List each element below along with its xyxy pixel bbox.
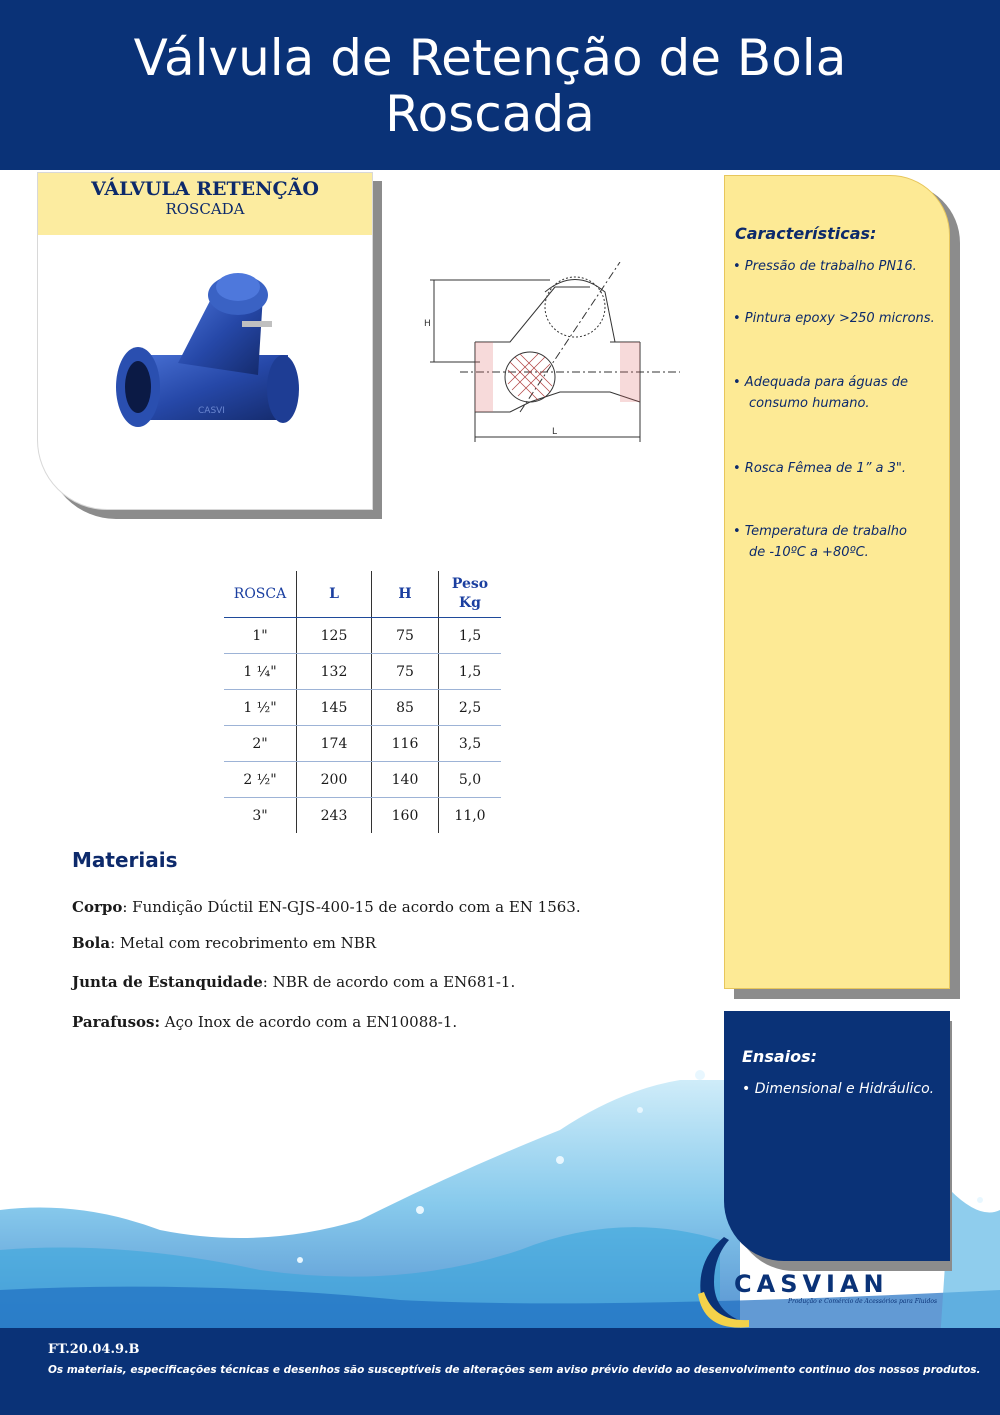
characteristic-thread: • Rosca Fêmea de 1” a 3".	[733, 461, 907, 476]
valve-photo	[38, 235, 372, 505]
cell-l: 243	[297, 798, 372, 834]
col-header-rosca: ROSCA	[224, 571, 297, 618]
cell-peso: 1,5	[439, 654, 502, 690]
cell-h: 140	[372, 762, 439, 798]
material-gasket	[72, 973, 515, 991]
technical-drawing	[420, 262, 690, 452]
product-box	[37, 172, 373, 510]
characteristic-temperature-cont: de -10ºC a +80ºC.	[749, 545, 869, 560]
logo-name: CASVIAN	[734, 1270, 889, 1298]
col-header-peso-line2: Kg	[459, 595, 481, 611]
materials-title: Materiais	[72, 848, 178, 872]
characteristics-panel	[724, 175, 950, 989]
cell-h: 75	[372, 654, 439, 690]
cell-peso: 3,5	[439, 726, 502, 762]
col-header-l: L	[297, 571, 372, 618]
footer-bar	[0, 1328, 1000, 1415]
product-title: VÁLVULA RETENÇÃO	[91, 178, 319, 200]
material-body	[72, 898, 581, 916]
cell-h: 85	[372, 690, 439, 726]
material-screws-label: Parafusos:	[72, 1013, 161, 1031]
cell-l: 145	[297, 690, 372, 726]
material-body-label: Corpo	[72, 898, 123, 916]
characteristic-water: • Adequada para águas de	[733, 375, 908, 390]
tests-item: • Dimensional e Hidráulico.	[742, 1081, 935, 1097]
material-screws	[72, 1013, 457, 1031]
cell-l: 200	[297, 762, 372, 798]
col-header-peso-line1: Peso	[451, 576, 489, 592]
cell-h: 160	[372, 798, 439, 834]
table-row	[224, 726, 501, 762]
page-title	[0, 30, 980, 142]
tests-panel	[724, 1011, 950, 1261]
header-banner	[0, 0, 1000, 170]
material-ball	[72, 934, 376, 952]
dim-h-label: H	[424, 319, 431, 329]
footer-disclaimer: Os materiais, especificações técnicas e desenhos são susceptíveis de alterações sem aviso prévio devido ao desenvolvimento continuo dos nossos produtos.	[48, 1364, 981, 1376]
cell-rosca: 1"	[224, 618, 297, 654]
cell-l: 125	[297, 618, 372, 654]
cell-rosca: 2 ½"	[224, 762, 297, 798]
characteristic-paint: • Pintura epoxy >250 microns.	[733, 311, 935, 326]
cell-peso: 1,5	[439, 618, 502, 654]
tests-title: Ensaios:	[742, 1047, 818, 1066]
cell-peso: 11,0	[454, 807, 486, 824]
material-gasket-label: Junta de Estanquidade	[72, 973, 263, 991]
table-row	[224, 762, 501, 798]
cell-rosca: 1 ¼"	[224, 654, 297, 690]
product-subtitle: ROSCADA	[165, 200, 245, 218]
material-ball-text: : Metal com recobrimento em NBR	[110, 934, 377, 952]
dim-l-label: L	[552, 427, 558, 437]
cell-rosca: 3"	[224, 798, 297, 834]
col-header-h: H	[372, 571, 439, 618]
cell-rosca: 2"	[224, 726, 297, 762]
cell-l: 174	[297, 726, 372, 762]
dimensions-table	[224, 571, 501, 833]
material-gasket-text: : NBR de acordo com a EN681-1.	[262, 973, 516, 991]
logo-tagline: Produção e Comércio de Acessórios para Fluidos	[788, 1298, 938, 1305]
cell-l: 132	[297, 654, 372, 690]
characteristic-temperature: • Temperatura de trabalho	[733, 524, 907, 539]
document-code: FT.20.04.9.B	[48, 1342, 140, 1357]
table-row	[224, 618, 501, 654]
material-screws-text: Aço Inox de acordo com a EN10088-1.	[160, 1013, 458, 1031]
material-ball-label: Bola	[72, 934, 111, 952]
page-title-line-1: Válvula de Retenção de Bola	[133, 29, 847, 87]
table-row	[224, 690, 501, 726]
cell-peso: 5,0	[439, 762, 502, 798]
characteristic-pressure: • Pressão de trabalho PN16.	[733, 259, 917, 274]
cell-peso: 2,5	[439, 690, 502, 726]
cell-rosca: 1 ½"	[224, 690, 297, 726]
cell-h: 75	[372, 618, 439, 654]
table-row	[224, 654, 501, 690]
casvian-logo	[684, 1232, 938, 1332]
svg-text:CASVI: CASVI	[198, 406, 225, 416]
table-row	[224, 798, 501, 834]
page-title-line-2: Roscada	[385, 85, 595, 143]
table-header-row	[224, 571, 501, 618]
characteristics-title: Características:	[735, 224, 877, 243]
material-body-text: : Fundição Dúctil EN-GJS-400-15 de acordo com a EN 1563.	[122, 898, 581, 916]
cell-h: 116	[372, 726, 439, 762]
product-label	[38, 173, 372, 235]
col-header-peso	[439, 571, 502, 618]
characteristic-water-cont: consumo humano.	[749, 396, 870, 411]
